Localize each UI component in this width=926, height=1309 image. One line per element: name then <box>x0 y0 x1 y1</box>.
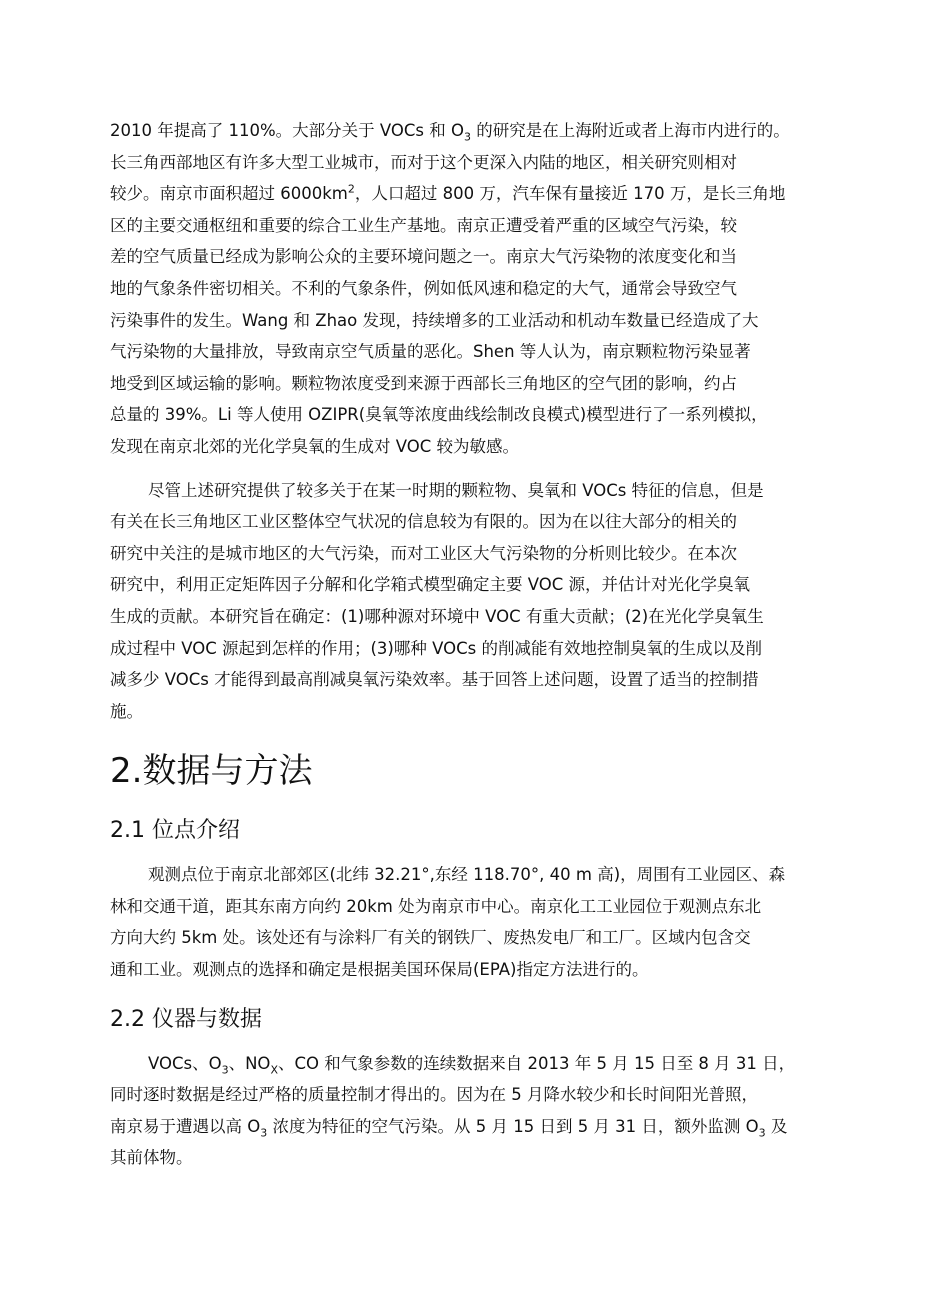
text-line: 生成的贡献。本研究旨在确定：(1)哪种源对环境中 VOC 有重大贡献；(2)在光化学臭氧生 <box>110 606 764 626</box>
text-line: 尽管上述研究提供了较多关于在某一时期的颗粒物、臭氧和 VOCs 特征的信息，但是 <box>148 480 764 500</box>
section-heading-2-1: 2.1 位点介绍 <box>110 818 240 844</box>
text-line: 发现在南京北郊的光化学臭氧的生成对 VOC 较为敏感。 <box>110 436 519 456</box>
text-line: 长三角西部地区有许多大型工业城市，而对于这个更深入内陆的地区，相关研究则相对 <box>110 152 737 172</box>
paragraph-2 <box>110 475 846 728</box>
text-line: 区的主要交通枢纽和重要的综合工业生产基地。南京正遭受着严重的区域空气污染，较 <box>110 215 737 235</box>
section-heading-2: 2.数据与方法 <box>110 751 313 792</box>
text-line: 施。 <box>110 701 143 721</box>
text-line: 较少。南京市面积超过 $6000km^2$，人口超过 800 万，汽车保有量接近 170 万，是长三角地 <box>110 182 786 204</box>
section-heading-2-2: 2.2 仪器与数据 <box>110 1006 262 1032</box>
text-line: 林和交通干道，距其东南方向约 20km 处为南京市中心。南京化工工业园位于观测点东北 <box>110 896 762 916</box>
text-line: 污染事件的发生。Wang 和 Zhao 发现，持续增多的工业活动和机动车数量已经造成了大 <box>110 310 759 330</box>
text-line: 研究中关注的是城市地区的大气污染，而对工业区大气污染物的分析则比较少。在本次 <box>110 543 737 563</box>
text-line: 成过程中 VOC 源起到怎样的作用；(3)哪种 VOCs 的削减能有效地控制臭氧的生成以及削 <box>110 638 762 658</box>
text-line: 通和工业。观测点的选择和确定是根据美国环保局(EPA)指定方法进行的。 <box>110 960 649 980</box>
text-line: 总量的 39%。Li 等人使用 OZIPR(臭氧等浓度曲线绘制改良模式)模型进行了一系列模拟， <box>110 405 768 425</box>
paragraph-site-intro <box>110 859 846 985</box>
text-line: 方向大约 5km 处。该处还有与涂料厂有关的钢铁厂、废热发电厂和工厂。区域内包含交 <box>110 928 751 948</box>
text-line: 地受到区域运输的影响。颗粒物浓度受到来源于西部长三角地区的空气团的影响，约占 <box>110 373 737 393</box>
text-line: 2010 年提高了 110%。大部分关于 VOCs 和 $O_3$ 的研究是在上海附近或者上海市内进行的。 <box>110 121 790 144</box>
text-line: 差的空气质量已经成为影响公众的主要环境问题之一。南京大气污染物的浓度变化和当 <box>110 247 737 267</box>
text-line: 有关在长三角地区工业区整体空气状况的信息较为有限的。因为在以往大部分的相关的 <box>110 512 737 532</box>
text-line: 气污染物的大量排放，导致南京空气质量的恶化。Shen 等人认为，南京颗粒物污染显著 <box>110 342 751 362</box>
paragraph-1 <box>110 115 846 463</box>
text-line: 南京易于遭遇以高 $O_3$ 浓度为特征的空气污染。从 5 月 15 日到 5 月 31 日，额外监测 $O_3$ 及 <box>110 1116 788 1140</box>
text-line: VOCs、$O_3$、$NO_X$、CO 和气象参数的连续数据来自 2013 年 5 月 15 日至 8 月 31 日， <box>148 1053 796 1076</box>
paragraph-spacer <box>110 463 846 475</box>
text-line: 地的气象条件密切相关。不利的气象条件，例如低风速和稳定的大气，通常会导致空气 <box>110 278 737 298</box>
text-line: 研究中，利用正定矩阵因子分解和化学箱式模型确定主要 VOC 源，并估计对光化学臭氧 <box>110 575 750 595</box>
text-line: 其前体物。 <box>110 1148 193 1168</box>
paragraph-instruments-data <box>110 1048 846 1174</box>
text-line: 观测点位于南京北部郊区(北纬 32.21°,东经 118.70°, 40 m 高)，周围有工业园区、森 <box>148 865 786 885</box>
text-line: 同时逐时数据是经过严格的质量控制才得出的。因为在 5 月降水较少和长时间阳光普照， <box>110 1085 758 1105</box>
text-line: 减多少 VOCs 才能得到最高削减臭氧污染效率。基于回答上述问题，设置了适当的控制措 <box>110 670 759 690</box>
